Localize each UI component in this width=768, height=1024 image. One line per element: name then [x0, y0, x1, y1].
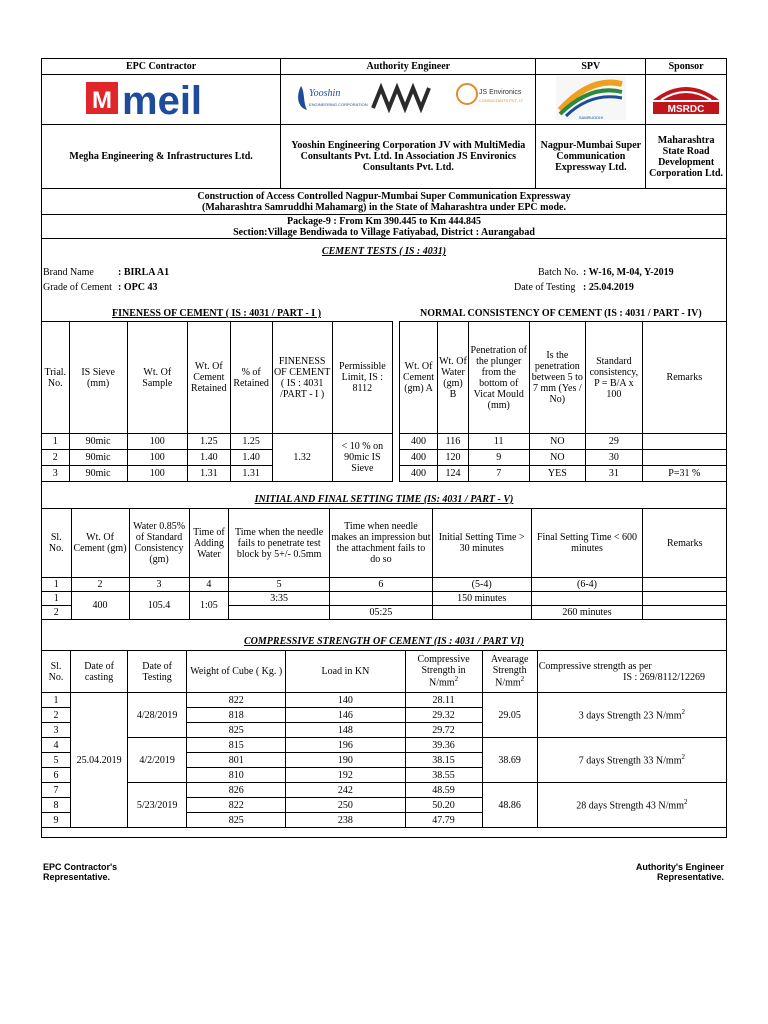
cell: 2: [42, 450, 70, 466]
setting-header-needle: Time when the needle fails to penetrate test block by 5+/- 0.5mm: [229, 509, 330, 578]
setting-header-weight: Wt. Of Cement (gm): [71, 509, 129, 578]
project-line-1: Construction of Access Controlled Nagpur-Mumbai Super Communication Expressway: [197, 190, 571, 202]
setting-initial: 150 minutes: [432, 592, 531, 606]
casting-date: 25.04.2019: [71, 693, 128, 828]
table-row: [42, 578, 727, 592]
authority-logos: [281, 75, 536, 125]
fineness-header-sieve: IS Sieve (mm): [69, 322, 127, 434]
cell: 100: [127, 466, 187, 482]
table-row: [42, 592, 727, 606]
cell: 801: [187, 753, 286, 768]
table-row: [400, 466, 727, 482]
spec-strength: [537, 693, 726, 738]
cell: 815: [187, 738, 286, 753]
epc-signature: [43, 862, 117, 883]
setting-impression-time: 05:25: [330, 606, 433, 620]
cell: 822: [187, 693, 286, 708]
fineness-header-limit: Permissible Limit, IS : 8112: [332, 322, 392, 434]
cell: 5: [229, 578, 330, 592]
sup: 2: [681, 752, 685, 761]
cell: P=31 %: [642, 466, 726, 482]
setting-header-remarks: Remarks: [643, 509, 727, 578]
cell: 1.40: [187, 450, 230, 466]
fineness-table: [41, 321, 393, 482]
setting-table: [41, 508, 727, 620]
cell: NO: [529, 434, 586, 450]
cell: 1.40: [230, 450, 272, 466]
compressive-title: COMPRESSIVE STRENGTH OF CEMENT (IS : 4031 / PART VI): [244, 636, 524, 647]
cell: 11: [468, 434, 529, 450]
cell: 810: [187, 768, 286, 783]
consistency-header-penetration: Penetration of the plunger from the bottom of Vicat Mould (mm): [468, 322, 529, 434]
footer-left-line-2: Representative.: [43, 872, 111, 883]
cell: [330, 592, 433, 606]
setting-header-sl: Sl. No.: [42, 509, 72, 578]
samruddhi-logo: [536, 75, 646, 125]
svg-text:CONSULTANTS PVT. LTD.: CONSULTANTS PVT. LTD.: [479, 98, 524, 103]
cell: 1: [42, 434, 70, 450]
cell: 29: [586, 434, 643, 450]
cell: 47.79: [405, 813, 482, 828]
spec-line-1: Compressive strength as per: [538, 660, 652, 672]
cell: 148: [286, 723, 405, 738]
comp-header-testing: Date of Testing: [128, 651, 187, 693]
cell: 31: [586, 466, 643, 482]
brand-label: Brand Name: [43, 267, 94, 278]
cell: [432, 606, 531, 620]
sup: 2: [683, 797, 688, 806]
cell: (6-4): [531, 578, 643, 592]
authority-name: Yooshin Engineering Corporation JV with MultiMedia Consultants Pvt. Ltd. In Association JS Environics Consultants Pvt. Ltd.: [281, 125, 536, 189]
grade-value: : OPC 43: [118, 282, 158, 293]
cell: 28.11: [405, 693, 482, 708]
testing-date: 4/28/2019: [128, 693, 187, 738]
cell: 30: [586, 450, 643, 466]
cell: 192: [286, 768, 405, 783]
consistency-header-between: Is the penetration between 5 to 7 mm (Yes / No): [529, 322, 586, 434]
fineness-header-percent: % of Retained: [230, 322, 272, 434]
cell: 3: [42, 723, 71, 738]
consistency-table: [399, 321, 727, 482]
cell: 7: [468, 466, 529, 482]
cell: 1.31: [187, 466, 230, 482]
setting-weight: 400: [71, 592, 129, 620]
js-logo: [457, 84, 523, 104]
section-line: Section:Village Bendiwada to Village Fatiyabad, District : Aurangabad: [233, 226, 535, 238]
cell: [642, 450, 726, 466]
spec-line-2: IS : 269/8112/12269: [623, 671, 705, 683]
avg-strength: 38.69: [482, 738, 537, 783]
svg-text:M: M: [92, 87, 113, 114]
svg-text:SAMRUDDHI: SAMRUDDHI: [578, 115, 603, 120]
cell: 825: [187, 813, 286, 828]
cell: 90mic: [69, 450, 127, 466]
cell: 146: [286, 708, 405, 723]
grade-label: Grade of Cement: [43, 282, 112, 293]
avg-strength: 29.05: [482, 693, 537, 738]
fineness-header-trial: Trial. No.: [42, 322, 70, 434]
cell: 100: [127, 450, 187, 466]
table-row: [42, 738, 727, 753]
cell: 400: [400, 450, 438, 466]
label: Avearage Strength N/mm: [490, 654, 529, 689]
cell: 1: [42, 592, 72, 606]
cell: 400: [400, 466, 438, 482]
comp-header-strength: [405, 651, 482, 693]
authority-signature: [636, 862, 724, 883]
cell: 9: [468, 450, 529, 466]
role-authority: Authority Engineer: [281, 59, 536, 75]
cell: NO: [529, 450, 586, 466]
cell: 9: [42, 813, 71, 828]
cell: 29.72: [405, 723, 482, 738]
consistency-header-cement: Wt. Of Cement (gm) A: [400, 322, 438, 434]
cell: (5-4): [432, 578, 531, 592]
label: Compressive Strength in N/mm: [417, 654, 470, 689]
svg-text:ENGINEERING CORPORATION: ENGINEERING CORPORATION: [309, 102, 368, 107]
cell: 120: [438, 450, 469, 466]
cell: 38.55: [405, 768, 482, 783]
project-title: [42, 189, 727, 215]
cell: 4: [42, 738, 71, 753]
svg-text:meil: meil: [122, 79, 203, 118]
cell: 822: [187, 798, 286, 813]
cell: [531, 592, 643, 606]
spec-strength: [537, 783, 726, 828]
cell: 6: [330, 578, 433, 592]
cell: 2: [71, 578, 129, 592]
role-spv: SPV: [536, 59, 646, 75]
footer-right-line-1: Authority's Engineer: [635, 862, 724, 872]
cell: 5: [42, 753, 71, 768]
cell: 242: [286, 783, 405, 798]
cell: 90mic: [69, 434, 127, 450]
avg-strength: 48.86: [482, 783, 537, 828]
cell: 7: [42, 783, 71, 798]
setting-header-time-adding: Time of Adding Water: [189, 509, 229, 578]
cell: 196: [286, 738, 405, 753]
setting-header-initial: Initial Setting Time > 30 minutes: [432, 509, 531, 578]
cell: 1.31: [230, 466, 272, 482]
comp-header-sl: Sl. No.: [42, 651, 71, 693]
cell: 124: [438, 466, 469, 482]
table-row: [42, 434, 393, 450]
brand-value: : BIRLA A1: [118, 267, 170, 278]
cell: [642, 434, 726, 450]
cell: 6: [42, 768, 71, 783]
table-row: [42, 783, 727, 798]
msrdc-logo: [646, 75, 727, 125]
table-row: [400, 434, 727, 450]
setting-header-water: Water 0.85% of Standard Consistency (gm): [129, 509, 189, 578]
package-line: Package-9 : From Km 390.445 to Km 444.845: [287, 215, 481, 227]
role-sponsor: Sponsor: [646, 59, 727, 75]
date-value: : 25.04.2019: [583, 282, 634, 293]
package-info: [42, 215, 727, 239]
cell: [643, 592, 727, 606]
svg-text:JS Environics: JS Environics: [479, 89, 522, 96]
sponsor-name: Maharashtra State Road Development Corporation Ltd.: [646, 125, 727, 189]
consistency-header-standard: Standard consistency, P = B/A x 100: [586, 322, 643, 434]
label: 28 days Strength 43 N/mm: [576, 800, 684, 812]
project-line-2: (Maharashtra Samruddhi Mahamarg) in the State of Maharashtra under EPC mode.: [202, 201, 566, 213]
footer-left-line-1: EPC Contractor's: [43, 862, 118, 872]
setting-final: 260 minutes: [531, 606, 643, 620]
setting-water: 105.4: [129, 592, 189, 620]
cell: [643, 606, 727, 620]
setting-title: INITIAL AND FINAL SETTING TIME (IS: 4031 / PART - V): [254, 494, 514, 505]
cell: 39.36: [405, 738, 482, 753]
cell: 400: [400, 434, 438, 450]
cell: 1.25: [187, 434, 230, 450]
comp-header-load: Load in KN: [286, 651, 405, 693]
cell: 8: [42, 798, 71, 813]
cell: 238: [286, 813, 405, 828]
consistency-header-water: Wt. Of Water (gm) B: [438, 322, 469, 434]
cell: 250: [286, 798, 405, 813]
cell: 825: [187, 723, 286, 738]
epc-name: Megha Engineering & Infrastructures Ltd.: [42, 125, 281, 189]
cell: 826: [187, 783, 286, 798]
setting-needle-time: 3:35: [229, 592, 330, 606]
sup: 2: [681, 707, 685, 716]
cell: 116: [438, 434, 469, 450]
cell: YES: [529, 466, 586, 482]
comp-header-casting: Date of casting: [71, 651, 128, 693]
sup: 2: [454, 675, 459, 684]
cell: 1.25: [230, 434, 272, 450]
cell: 2: [42, 708, 71, 723]
compressive-table: [41, 650, 727, 828]
cell: 3: [129, 578, 189, 592]
cell: 818: [187, 708, 286, 723]
cell: 140: [286, 693, 405, 708]
testing-date: 5/23/2019: [128, 783, 187, 828]
yooshin-logo: [298, 86, 368, 110]
label: 7 days Strength 33 N/mm: [578, 755, 682, 767]
setting-header-impression: Time when needle makes an impression but the attachment fails to do so: [330, 509, 433, 578]
date-label: Date of Testing: [514, 282, 576, 293]
cell: 1: [42, 578, 72, 592]
comp-header-avg: [482, 651, 537, 693]
cell: [229, 606, 330, 620]
header-table: [41, 58, 727, 239]
cell: 29.32: [405, 708, 482, 723]
role-epc: EPC Contractor: [42, 59, 281, 75]
spv-name: Nagpur-Mumbai Super Communication Expressway Ltd.: [536, 125, 646, 189]
page-title: CEMENT TESTS ( IS : 4031): [321, 246, 447, 257]
comp-header-weight: Weight of Cube ( Kg. ): [187, 651, 286, 693]
cell: 1: [42, 693, 71, 708]
fineness-header-sample: Wt. Of Sample: [127, 322, 187, 434]
fineness-limit: < 10 % on 90mic IS Sieve: [332, 434, 392, 482]
svg-text:Yooshin: Yooshin: [309, 88, 341, 99]
fineness-header-retained: Wt. Of Cement Retained: [187, 322, 230, 434]
testing-date: 4/2/2019: [128, 738, 187, 783]
cell: 4: [189, 578, 229, 592]
cell: 190: [286, 753, 405, 768]
consistency-title: NORMAL CONSISTENCY OF CEMENT (IS : 4031 / PART - IV): [420, 308, 702, 319]
fineness-header-result: FINENESS OF CEMENT ( IS : 4031 /PART - I ): [272, 322, 332, 434]
fineness-result: 1.32: [272, 434, 332, 482]
cell: 100: [127, 434, 187, 450]
cell: [643, 578, 727, 592]
setting-header-final: Final Setting Time < 600 minutes: [531, 509, 643, 578]
batch-value: : W-16, M-04, Y-2019: [583, 267, 674, 278]
cell: 50.20: [405, 798, 482, 813]
fineness-title: FINENESS OF CEMENT ( IS : 4031 / PART - I ): [112, 308, 322, 319]
consistency-header-remarks: Remarks: [642, 322, 726, 434]
meil-logo: [42, 75, 281, 125]
cell: 48.59: [405, 783, 482, 798]
cell: 38.15: [405, 753, 482, 768]
cell: 3: [42, 466, 70, 482]
comp-header-spec: [537, 651, 726, 693]
table-row: [42, 693, 727, 708]
mmc-logo: [373, 88, 429, 108]
sup: 2: [520, 675, 525, 684]
cell: 2: [42, 606, 72, 620]
table-row: [400, 450, 727, 466]
batch-label: Batch No.: [538, 267, 579, 278]
cell: 90mic: [69, 466, 127, 482]
footer-right-line-2: Representative.: [656, 872, 724, 883]
spec-strength: [537, 738, 726, 783]
svg-text:MSRDC: MSRDC: [667, 104, 705, 115]
setting-time-adding: 1:05: [189, 592, 229, 620]
label: 3 days Strength 23 N/mm: [578, 710, 682, 722]
